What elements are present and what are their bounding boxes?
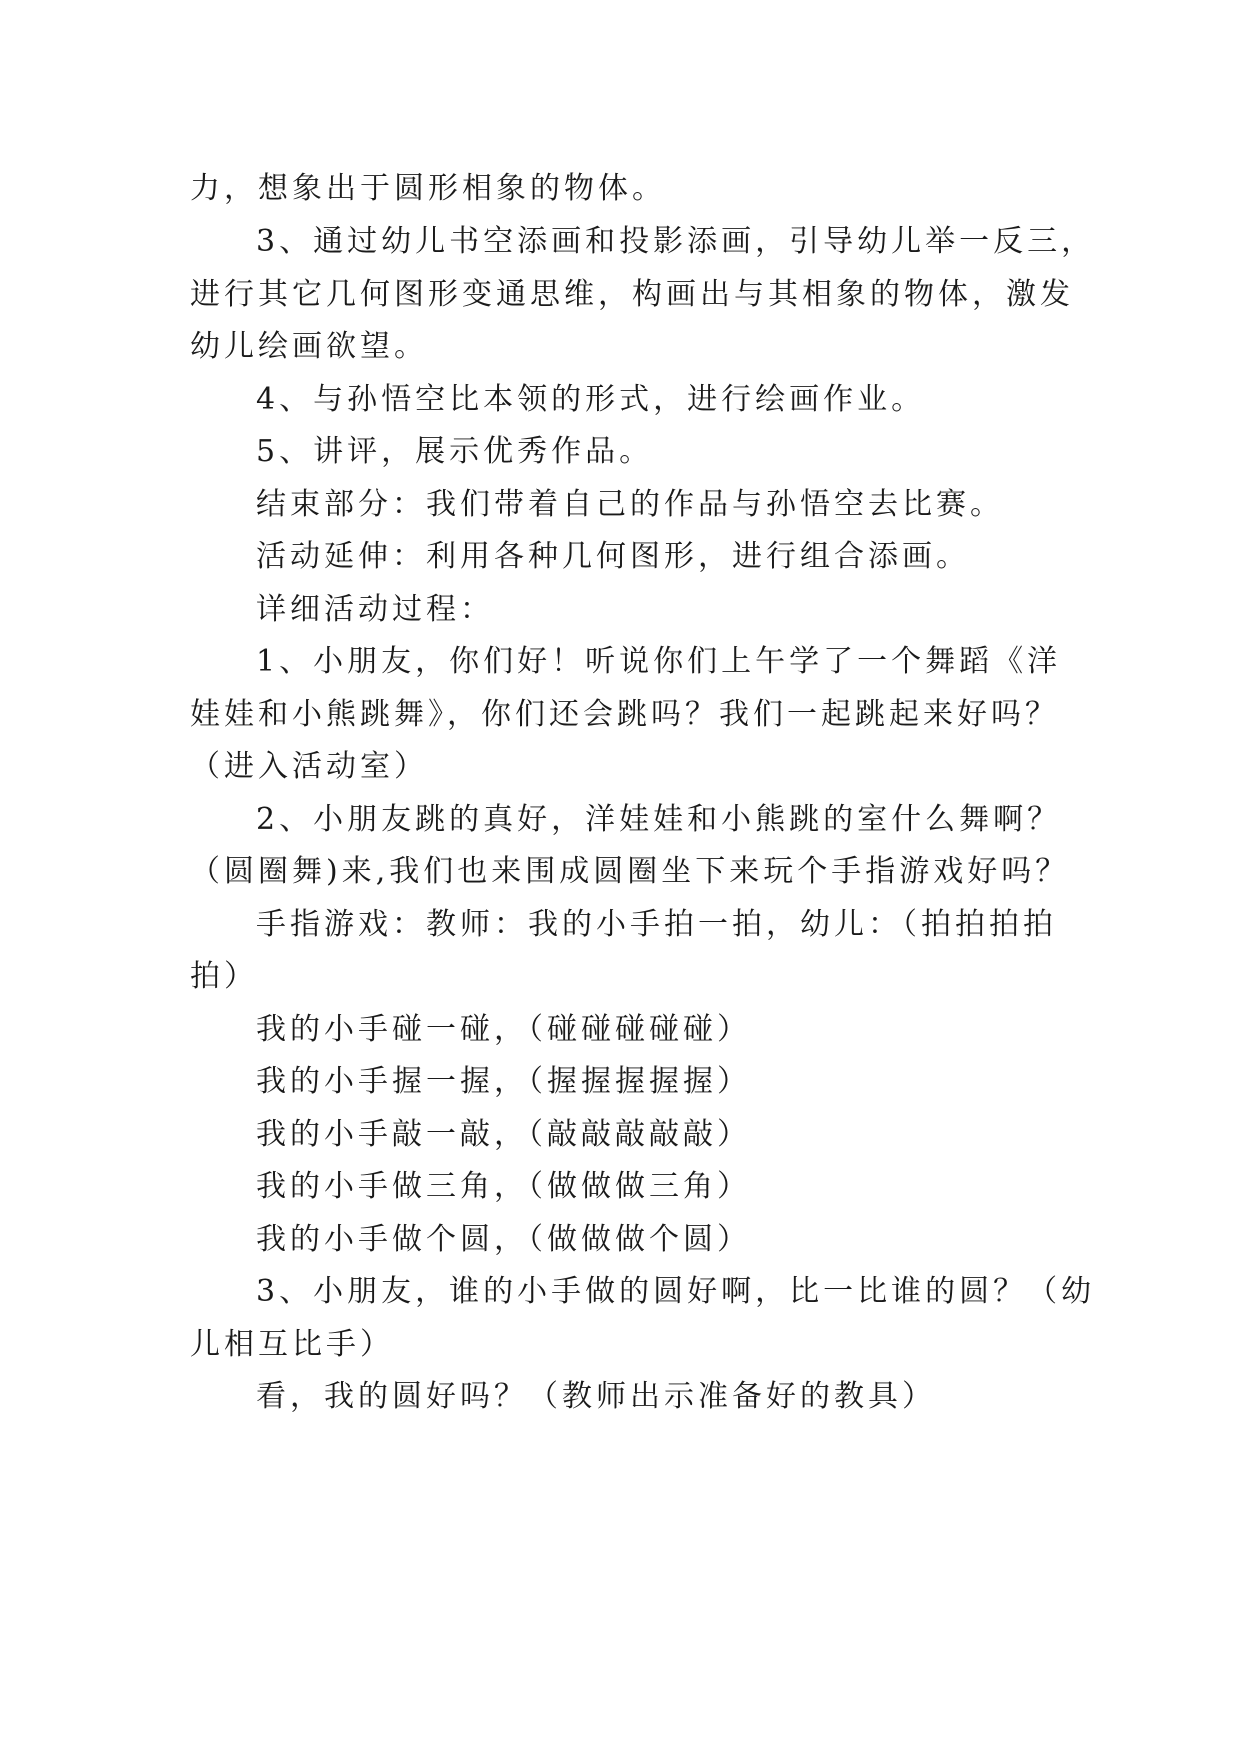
text-line-3: 进行其它几何图形变通思维，构画出与其相象的物体，激发 [190, 277, 1074, 312]
text-line-15: 手指游戏：教师：我的小手拍一拍，幼儿：（拍拍拍拍 [256, 907, 1057, 942]
text-line-12: （进入活动室） [190, 749, 428, 784]
text-line-16: 拍） [190, 959, 258, 994]
text-line-21: 我的小手做个圆，（做做做个圆） [256, 1222, 751, 1257]
text-line-20: 我的小手做三角，（做做做三角） [256, 1169, 751, 1204]
text-line-24: 看，我的圆好吗？（教师出示准备好的教具） [256, 1379, 936, 1414]
text-line-23: 儿相互比手） [190, 1327, 394, 1362]
text-line-9: 详细活动过程： [256, 592, 494, 627]
text-line-19: 我的小手敲一敲，（敲敲敲敲敲） [256, 1117, 751, 1152]
text-line-13: 2、小朋友跳的真好，洋娃娃和小熊跳的室什么舞啊？ [256, 802, 1062, 837]
text-line-14: （圆圈舞)来,我们也来围成圆圈坐下来玩个手指游戏好吗？ [190, 854, 1070, 889]
text-line-22: 3、小朋友，谁的小手做的圆好啊，比一比谁的圆？（幼 [256, 1274, 1096, 1309]
text-line-5: 4、与孙悟空比本领的形式，进行绘画作业。 [256, 382, 926, 417]
text-line-11: 娃娃和小熊跳舞》，你们还会跳吗？我们一起跳起来好吗？ [190, 697, 1059, 732]
text-line-7: 结束部分：我们带着自己的作品与孙悟空去比赛。 [256, 487, 1004, 522]
text-line-1: 力，想象出于圆形相象的物体。 [190, 171, 666, 206]
text-line-18: 我的小手握一握，（握握握握握） [256, 1064, 751, 1099]
text-line-8: 活动延伸：利用各种几何图形，进行组合添画。 [256, 539, 970, 574]
text-line-6: 5、讲评，展示优秀作品。 [256, 434, 654, 469]
text-line-2: 3、通过幼儿书空添画和投影添画，引导幼儿举一反三， [256, 224, 1096, 259]
text-line-4: 幼儿绘画欲望。 [190, 329, 428, 364]
text-line-17: 我的小手碰一碰，（碰碰碰碰碰） [256, 1012, 751, 1047]
text-line-10: 1、小朋友，你们好！听说你们上午学了一个舞蹈《洋 [256, 644, 1062, 679]
